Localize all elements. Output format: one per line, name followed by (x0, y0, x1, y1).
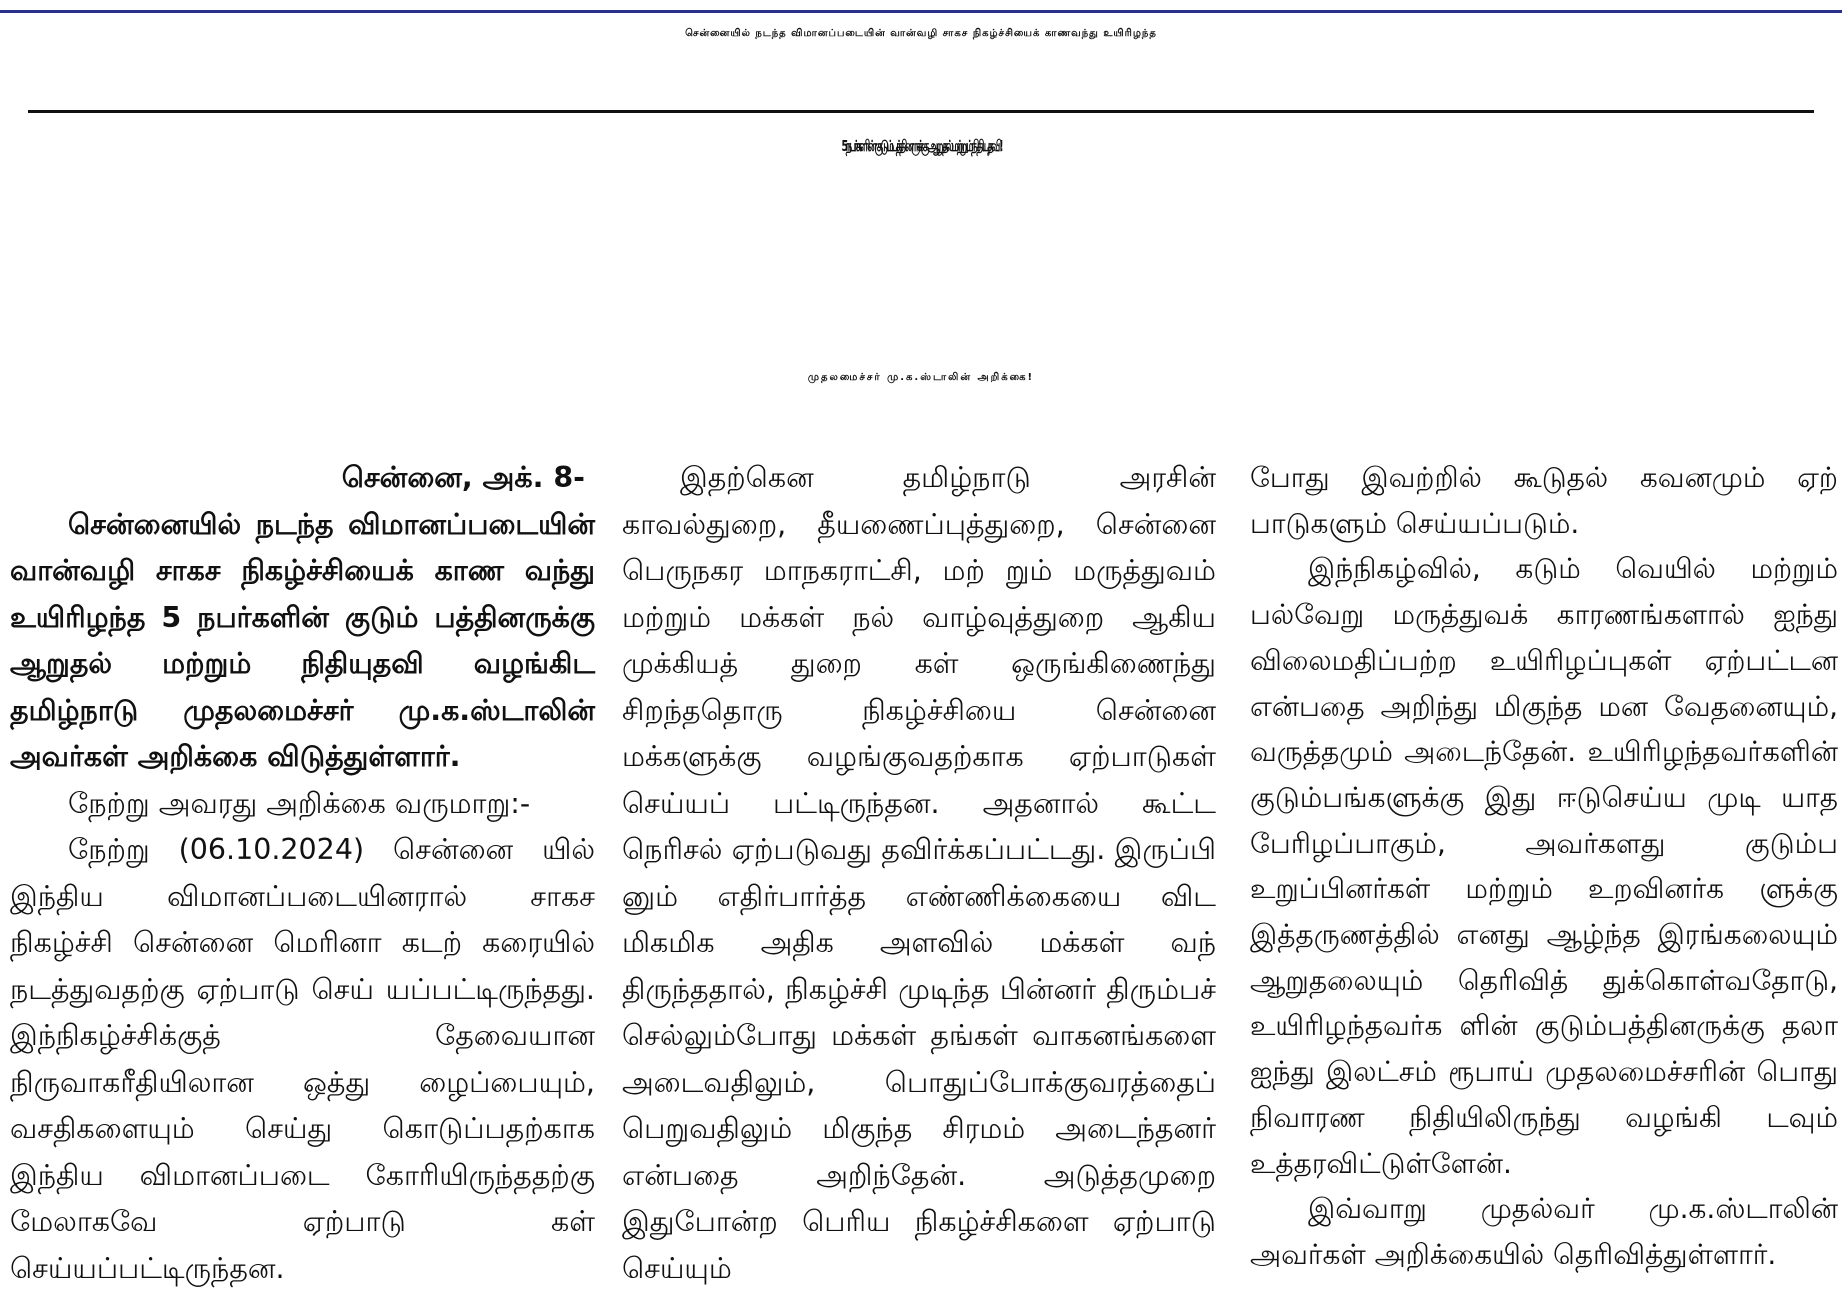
body-paragraph: இவ்வாறு முதல்வர் மு.க.ஸ்டாலின் அவர்கள் அறிக்கையில் தெரிவித்துள்ளார். (1250, 1192, 1838, 1271)
kicker-underline (28, 110, 1814, 113)
article-column-2 (622, 455, 1216, 1292)
subheadline: முதலமைச்சர் மு.க.ஸ்டாலின் அறிக்கை! (807, 372, 1035, 383)
article-column-1 (10, 455, 595, 1292)
body-paragraph: நேற்று (06.10.2024) சென்னை யில் இந்திய விமானப்படையினரால் சாகச நிகழ்ச்சி சென்னை மெரினா கடற் கரையில் நடத்துவதற்கு ஏற்பாடு செய் யப்பட்டிருந்தது. இந்நிகழ்ச்சிக்குத் தேவையான நிருவாகரீதியிலான ஒத்து ழைப்பையும், வசதிகளையும் செய்து கொடுப்பதற்காக இந்திய விமானப்படை கோரியிருந்ததற்கு மேலாகவே ஏற்பாடு கள் செய்யப்பட்டிருந்தன. (10, 833, 595, 1285)
dateline: சென்னை, அக். 8- (341, 461, 585, 494)
lead-paragraph: சென்னையில் நடந்த விமானப்படையின் வான்வழி சாகச நிகழ்ச்சியைக் காண வந்து உயிரிழந்த 5 நபர்களின் குடும் பத்தினருக்கு ஆறுதல் மற்றும் நிதியுதவி வழங்கிட தமிழ்நாடு முதலமைச்சர் மு.க.ஸ்டாலின் அவர்கள் அறிக்கை விடுத்துள்ளார். (10, 507, 595, 773)
article-column-3 (1250, 455, 1838, 1278)
main-headline: 5 நபர்களின் குடும்பத்தினருக்கு ஆறுதல் மற்றும் நிதியுதவி! (841, 138, 1001, 156)
body-paragraph: இந்நிகழ்வில், கடும் வெயில் மற்றும் பல்வேறு மருத்துவக் காரணங்களால் ஐந்து விலைமதிப்பற்ற உயிரிழப்புகள் ஏற்பட்டன என்பதை அறிந்து மிகுந்த மன வேதனையும், வருத்தமும் அடைந்தேன். உயிரிழந்தவர்களின் குடும்பங்களுக்கு இது ஈடுசெய்ய முடி யாத பேரிழப்பாகும், அவர்களது குடும்ப உறுப்பினர்கள் மற்றும் உறவினர்க ளுக்கு இத்தருணத்தில் எனது ஆழ்ந்த இரங்கலையும் ஆறுதலையும் தெரிவித் துக்கொள்வதோடு, உயிரிழந்தவர்க ளின் குடும்பத்தினருக்கு தலா ஐந்து இலட்சம் ரூபாய் முதலமைச்சரின் பொது நிவாரண நிதியிலிருந்து வழங்கி டவும் உத்தரவிட்டுள்ளேன். (1250, 552, 1838, 1180)
top-border-rule (0, 0, 1842, 13)
body-paragraph: நேற்று அவரது அறிக்கை வருமாறு:- (68, 786, 531, 820)
kicker-headline: சென்னையில் நடந்த விமானப்படையின் வான்வழி சாகச நிகழ்ச்சியைக் காணவந்து உயிரிழந்த (685, 28, 1157, 39)
body-paragraph: போது இவற்றில் கூடுதல் கவனமும் ஏற் பாடுகளும் செய்யப்படும். (1250, 461, 1838, 540)
body-paragraph: இதற்கென தமிழ்நாடு அரசின் காவல்துறை, தீயணைப்புத்துறை, சென்னை பெருநகர மாநகராட்சி, மற் றும் மருத்துவம் மற்றும் மக்கள் நல் வாழ்வுத்துறை ஆகிய முக்கியத் துறை கள் ஒருங்கிணைந்து சிறந்ததொரு நிகழ்ச்சியை சென்னை மக்களுக்கு வழங்குவதற்காக ஏற்பாடுகள் செய்யப் பட்டிருந்தன. அதனால் கூட்ட நெரிசல் ஏற்படுவது தவிர்க்கப்பட்டது. இருப்பி னும் எதிர்பார்த்த எண்ணிக்கையை விட மிகமிக அதிக அளவில் மக்கள் வந் திருந்ததால், நிகழ்ச்சி முடிந்த பின்னர் திரும்பச் செல்லும்போது மக்கள் தங்கள் வாகனங்களை அடைவதிலும், பொதுப்போக்குவரத்தைப் பெறுவதிலும் மிகுந்த சிரமம் அடைந்தனர் என்பதை அறிந்தேன். அடுத்தமுறை இதுபோன்ற பெரிய நிகழ்ச்சிகளை ஏற்பாடு செய்யும் (622, 461, 1216, 1285)
